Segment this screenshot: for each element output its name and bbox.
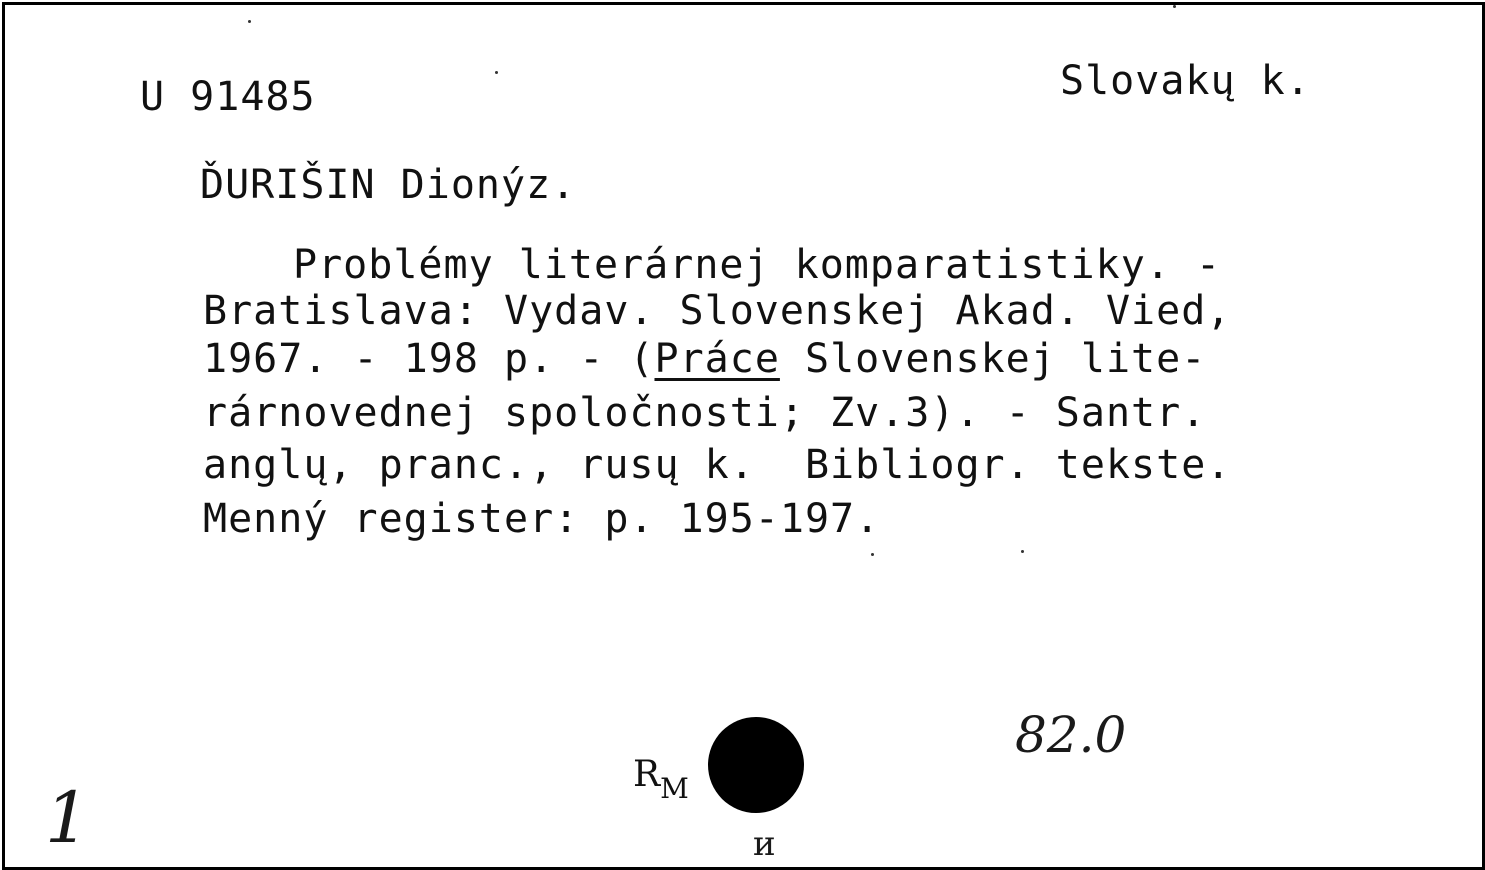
speck [248,20,251,23]
series-continued: Slovenskej lite- [779,336,1207,382]
rm-stamp-subscript: M [660,772,689,805]
speck [871,553,874,556]
call-number: U 91485 [140,74,316,120]
handwritten-mark-left: 1 [45,777,90,859]
speck [495,71,498,74]
catalog-card [2,2,1485,870]
collation-line [203,336,1207,382]
series-title: Práce [654,336,780,382]
collation-text: 1967. - 198 p. - ( [203,336,655,382]
handwritten-classification: 82.0 [1015,706,1127,764]
speck [1021,550,1024,553]
publication-line: Bratislava: Vydav. Slovenskej Akad. Vied, [203,288,1232,334]
handwritten-mark-bottom: и [753,824,776,864]
index-line: Menný register: p. 195-197. [203,496,881,542]
rm-stamp-letter: R [633,754,661,795]
notes-line: anglų, pranc., rusų k. Bibliogr. tekste. [203,442,1232,488]
series-line: rárnovednej spoločnosti; Zv.3). - Santr. [203,390,1207,436]
speck [1173,5,1176,8]
author-heading: ĎURIŠIN Dionýz. [200,162,577,208]
title-line: Problémy literárnej komparatistiky. - [293,242,1222,288]
punch-hole-icon [708,717,804,813]
rm-stamp-label [633,754,689,805]
language-note: Slovakų k. [1060,58,1311,104]
